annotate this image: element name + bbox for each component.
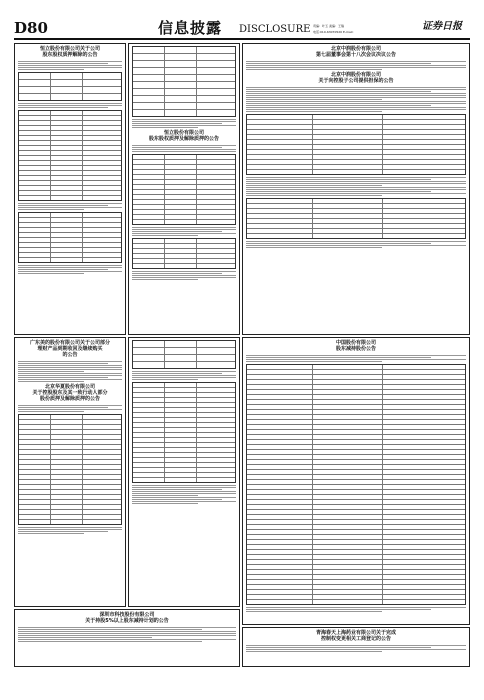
notice-title: 恒立股份有限公司 股东股权质押及解除质押的公告: [148, 130, 219, 142]
newspaper-logo: 证券日报: [422, 21, 462, 32]
notice-col2-top: [128, 43, 240, 335]
notice-col3-top: [242, 43, 470, 335]
notice-title: 青海春天上海药业有限公司关于完成 控制权变更相关工商登记的公告: [315, 630, 396, 642]
notice-title: 北京中润股份有限公司 关于向控股子公司提供担保的公告: [318, 72, 394, 84]
data-table: [246, 114, 466, 175]
notice-col3-bottom: [242, 627, 470, 667]
contact-line: 电话:010-63070520 E-mail:: [313, 30, 354, 34]
notice-col1-top: [14, 43, 126, 335]
notice-col1-bottom: [14, 609, 240, 667]
notice-title: 广东美的股份有限公司关于公司部分 理财产品到期收回及继续购买 的公告: [29, 340, 110, 358]
data-table: [18, 212, 122, 263]
notice-col1-mid: [14, 337, 126, 607]
notice-title: 深圳市科技股份有限公司 关于持股5%以上股东减持计划的公告: [85, 612, 169, 624]
data-table: [132, 154, 236, 225]
data-table: [246, 198, 466, 239]
notice-title: 北京中润股份有限公司 第七届董事会第十八次会议决议公告: [315, 46, 396, 58]
data-table: [132, 46, 236, 117]
notice-col2-mid: [128, 337, 240, 607]
data-table: [132, 238, 236, 269]
notice-title: 恒立股份有限公司关于公司 股东股权质押解除的公告: [39, 46, 100, 58]
section-title-en: DISCLOSURE: [239, 24, 311, 35]
data-table: [132, 382, 236, 483]
data-table: [132, 340, 236, 369]
section-title: 信息披露: [158, 19, 223, 37]
data-table: [18, 72, 122, 101]
editor-line: 责编：叶玉 美编：王瑞: [313, 24, 344, 28]
data-table: [246, 364, 466, 605]
notice-col3-lower: [242, 337, 470, 625]
notice-title: 中国股份有限公司 股东减持股份公告: [335, 340, 376, 352]
data-table: [18, 110, 122, 201]
data-table: [18, 414, 122, 525]
masthead-rule: [14, 38, 470, 40]
page-number: D80: [14, 19, 48, 37]
masthead: [0, 0, 484, 40]
notice-title: 北京华夏股份有限公司 关于控股股东及其一致行动人部分 股份质押及解除质押的公告: [32, 384, 108, 402]
